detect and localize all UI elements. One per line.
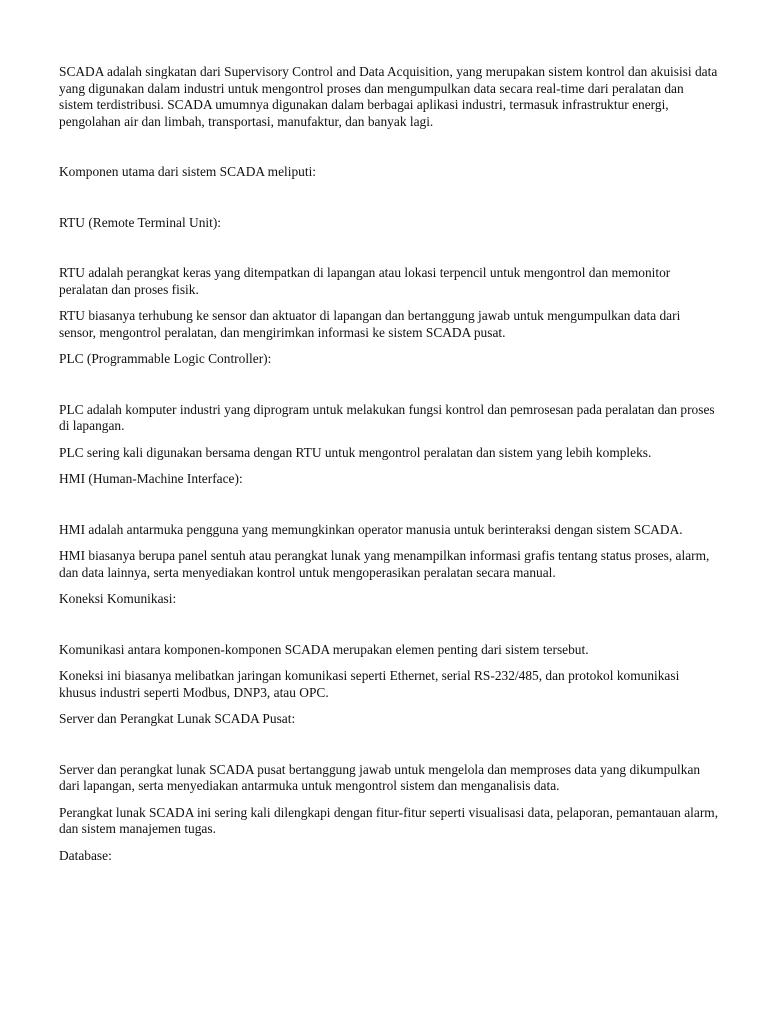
- section-paragraph: HMI biasanya berupa panel sentuh atau perangkat lunak yang menampilkan informasi grafis tentang status proses, alarm, dan data lainnya, serta menyediakan kontrol untuk mengoperasikan peralatan secara manual.: [59, 548, 710, 580]
- section-paragraph: PLC adalah komputer industri yang diprogram untuk melakukan fungsi kontrol dan pemrosesan pada peralatan dan proses di lapangan.: [59, 401, 715, 433]
- section-paragraph: HMI adalah antarmuka pengguna yang memungkinkan operator manusia untuk berinteraksi dengan sistem SCADA.: [59, 521, 683, 537]
- section-paragraph: Perangkat lunak SCADA ini sering kali dilengkapi dengan fitur-fitur seperti visualisasi data, pelaporan, pemantauan alarm, dan sistem manajemen tugas.: [59, 804, 719, 836]
- section-heading-rtu: RTU (Remote Terminal Unit):: [59, 214, 222, 230]
- intro-paragraph: SCADA adalah singkatan dari Supervisory Control and Data Acquisition, yang merupakan sistem kontrol dan akuisisi data yang digunakan dalam industri untuk mengontrol proses dan mengumpulkan data secara real-time dari peralatan dan sistem terdistribusi. SCADA umumnya digunakan dalam berbagai aplikasi industri, termasuk infrastruktur energi, pengolahan air dan limbah, transportasi, manufaktur, dan banyak lagi.: [59, 64, 718, 129]
- section-heading-plc: PLC (Programmable Logic Controller):: [59, 351, 272, 366]
- section-paragraph: PLC sering kali digunakan bersama dengan RTU untuk mengontrol peralatan dan sistem yang lebih kompleks.: [59, 444, 652, 460]
- section-paragraph: RTU adalah perangkat keras yang ditempatkan di lapangan atau lokasi terpencil untuk mengontrol dan memonitor peralatan dan proses fisik.: [59, 265, 671, 297]
- section-paragraph: Komunikasi antara komponen-komponen SCADA merupakan elemen penting dari sistem tersebut.: [59, 641, 589, 657]
- section-heading-database: Database:: [59, 847, 112, 863]
- section-paragraph: RTU biasanya terhubung ke sensor dan aktuator di lapangan dan bertanggung jawab untuk mengumpulkan data dari sensor, mengontrol peralatan, dan mengirimkan informasi ke sistem SCADA pusat.: [59, 308, 681, 340]
- section-paragraph: Server dan perangkat lunak SCADA pusat bertanggung jawab untuk mengelola dan memproses data yang dikumpulkan dari lapangan, serta menyediakan antarmuka untuk mengontrol sistem dan menganalisis data.: [59, 761, 701, 793]
- document-body: [59, 64, 719, 874]
- section-heading-hmi: HMI (Human-Machine Interface):: [59, 471, 243, 486]
- section-heading-server: Server dan Perangkat Lunak SCADA Pusat:: [59, 711, 296, 726]
- section-heading-communication: Koneksi Komunikasi:: [59, 591, 177, 606]
- section-paragraph: Koneksi ini biasanya melibatkan jaringan komunikasi seperti Ethernet, serial RS-232/485, dan protokol komunikasi khusus industri seperti Modbus, DNP3, atau OPC.: [59, 668, 680, 700]
- components-lead: Komponen utama dari sistem SCADA meliputi:: [59, 164, 317, 179]
